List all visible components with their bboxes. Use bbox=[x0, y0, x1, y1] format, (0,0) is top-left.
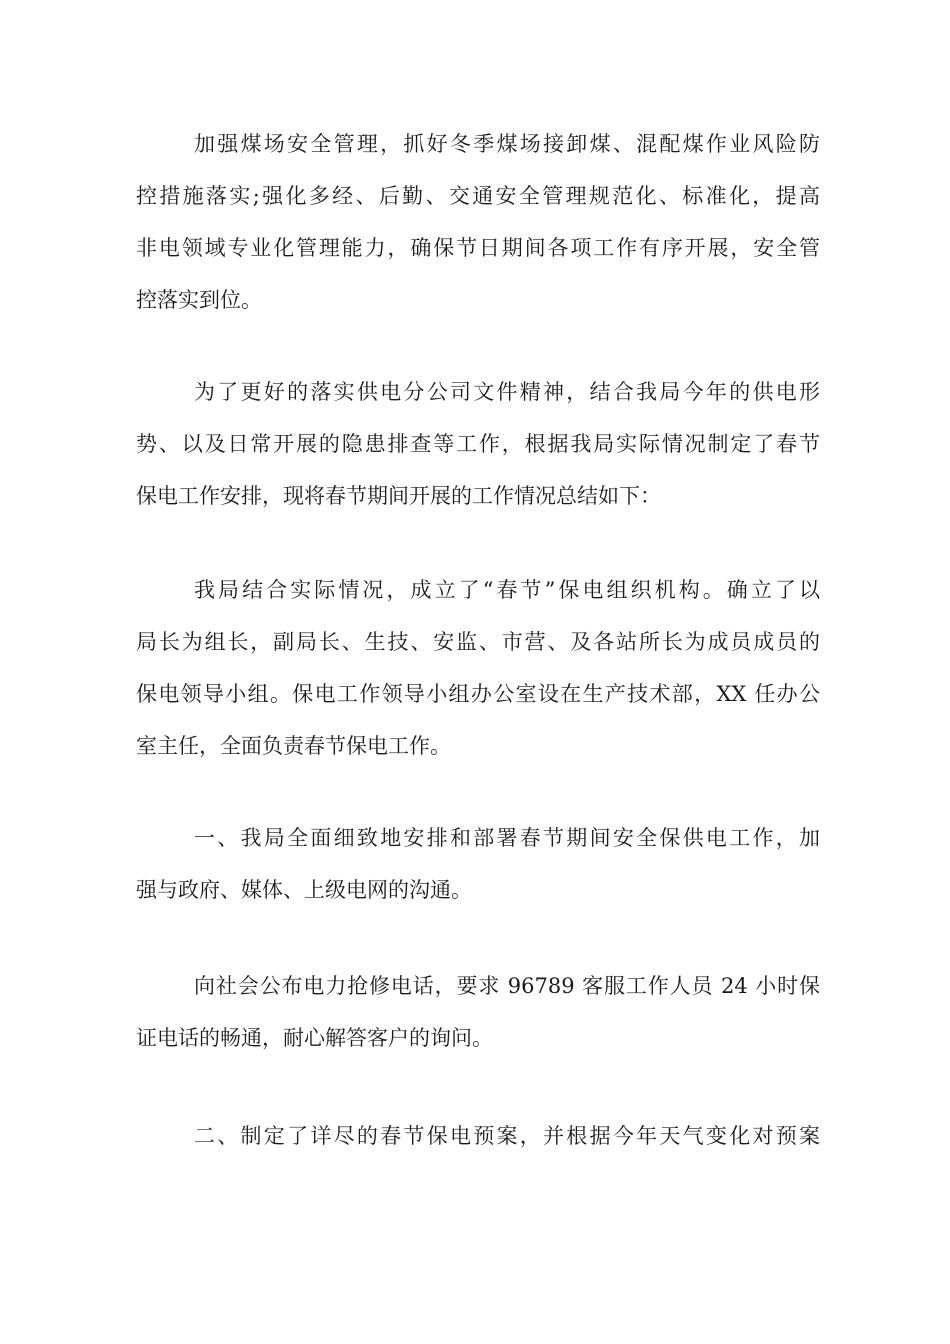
paragraph-line: 为了更好的落实供电分公司文件精神，结合我局今年的供电形 bbox=[194, 380, 820, 404]
paragraph-line: 非电领域专业化管理能力，确保节日期间各项工作有序开展，安全管 bbox=[136, 236, 820, 260]
paragraph-line: 证电话的畅通，耐心解答客户的询问。 bbox=[136, 1026, 493, 1050]
paragraph-line: 一、我局全面细致地安排和部署春节期间安全保供电工作，加 bbox=[194, 826, 820, 850]
paragraph-line: 我局结合实际情况，成立了“春节”保电组织机构。确立了以 bbox=[194, 578, 820, 602]
paragraph-line: 势、以及日常开展的隐患排查等工作，根据我局实际情况制定了春节 bbox=[136, 432, 820, 456]
paragraph-line: 室主任，全面负责春节保电工作。 bbox=[136, 734, 451, 758]
paragraph-coal-yard-safety bbox=[136, 118, 820, 326]
paragraph-item-one bbox=[136, 812, 820, 916]
paragraph-line: 控措施落实;强化多经、后勤、交通安全管理规范化、标准化，提高 bbox=[136, 184, 820, 208]
paragraph-line: 二、制定了详尽的春节保电预案，并根据今年天气变化对预案 bbox=[194, 1124, 820, 1148]
paragraph-line: 强与政府、媒体、上级电网的沟通。 bbox=[136, 878, 472, 902]
paragraph-line: 向社会公布电力抢修电话，要求 96789 客服工作人员 24 小时保 bbox=[194, 974, 820, 998]
paragraph-work-arrangement bbox=[136, 366, 820, 522]
paragraph-item-two bbox=[136, 1110, 820, 1162]
paragraph-line: 控落实到位。 bbox=[136, 288, 262, 312]
paragraph-organization bbox=[136, 564, 820, 772]
paragraph-hotline bbox=[136, 960, 820, 1064]
paragraph-line: 保电领导小组。保电工作领导小组办公室设在生产技术部，XX 任办公 bbox=[136, 682, 820, 706]
paragraph-line: 局长为组长，副局长、生技、安监、市营、及各站所长为成员成员的 bbox=[136, 630, 820, 654]
paragraph-line: 加强煤场安全管理，抓好冬季煤场接卸煤、混配煤作业风险防 bbox=[194, 132, 820, 156]
paragraph-line: 保电工作安排，现将春节期间开展的工作情况总结如下： bbox=[136, 484, 661, 508]
